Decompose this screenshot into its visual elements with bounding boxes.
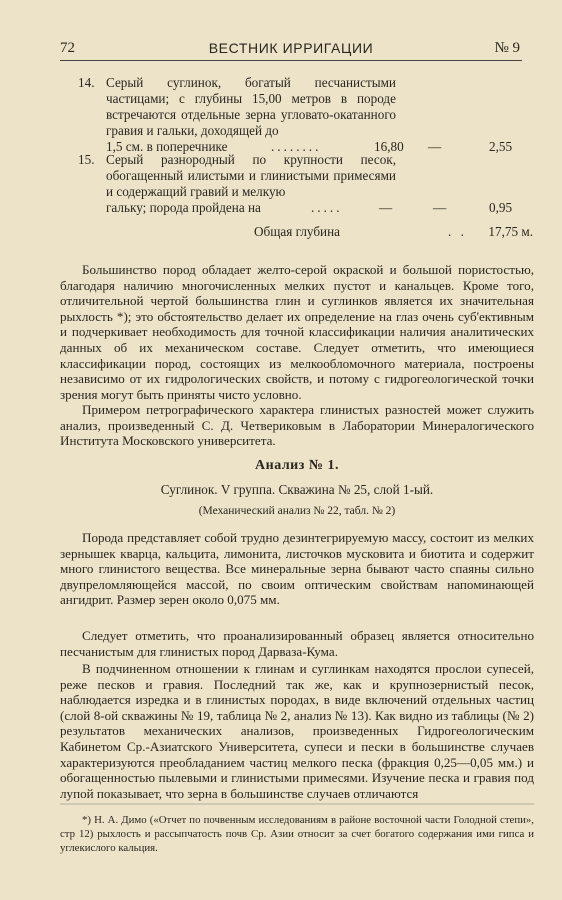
analysis-heading: Анализ № 1.: [255, 458, 339, 473]
page-number: 72: [60, 40, 75, 56]
paragraph-example: Примером петрографического характера глинистых разностей может служить анализ, произведенный С. Д. Четвериковым в Лаборатории Минералогического Института Московского университета.: [60, 402, 534, 449]
leader-dots: .....: [311, 200, 343, 215]
item-last-line-text: гальку; порода пройдена на: [106, 200, 261, 215]
item-text: Серый суглинок, богатый песчанистыми частицами; с глубины 15,00 метров в породе встречаются отдельные зерна угловато-окатанного гравия и гальки, доходящей до: [106, 75, 396, 138]
analysis-note: (Механический анализ № 22, табл. № 2): [198, 505, 396, 517]
item-number: 15.: [78, 152, 95, 167]
paragraph-interlayers: В подчиненном отношении к глинам и суглинкам находятся прослои супесей, реже песков и гравия. Последний так же, как и крупнозернистый песок, наблюдается изредка и в глинистых породах, в виде включений отдельных частиц (слой 8-ой скважины № 19, таблица № 2, анализ № 13). Как видно из таблицы (№ 2) результатов механических анализов, произведенных Гидрогеологическим Кабинетом Ср.-Азиатского Университета, супеси и пески в большинстве случаев характеризуются преобладанием частиц мелкого песка (фракция 0,25—0,05 мм.) и обогащенностью пылевыми и глинистыми примесями. Изучение песка и гравия под лупой показывает, что зерна в большинстве случаев отличаются: [60, 661, 534, 801]
item-last-line-text: 1,5 см. в поперечнике: [106, 139, 228, 154]
item-depth-from: —: [379, 200, 393, 215]
layer-item-14: [78, 75, 533, 155]
item-thickness: 2,55: [489, 139, 513, 154]
paragraph-sandy-sample: Следует отметить, что проанализированный образец является относительно песчанистым для глинистых пород Дарваза-Кума.: [60, 628, 534, 659]
footnote: *) Н. А. Димо («Отчет по почвенным исследованиям в районе восточной части Голодной степи», стр 12) рыхлость и рассыпчатость почв Ср. Азии относит за счет богатого содержания ими гипса и углекислого кальция.: [60, 814, 534, 854]
leader-dots: . .: [448, 224, 467, 239]
item-thickness: 0,95: [489, 200, 513, 215]
item-last-line: [106, 200, 533, 216]
item-text: Серый разнородный по крупности песок, обогащенный илистыми и глинистыми примесями и содержащий гравий и мелкую: [106, 152, 396, 199]
paragraph-rock-description: Порода представляет собой трудно дезинтегрируемую массу, состоит из мелких зернышек кварца, кальцита, лимонита, листочков мусковита и биотита и содержит много глинистого вещества. Все минеральные зерна бывают часто спаяны сильно двупреломляющейся массой, по своим оптическим свойствам напоминающей ангидрит. Размер зерен около 0,075 мм.: [60, 530, 534, 608]
layer-item-15: [78, 152, 533, 216]
item-number: 14.: [78, 75, 95, 90]
leader-dots: ........: [271, 139, 322, 154]
dash-separator: —: [428, 139, 442, 154]
page-header: [60, 38, 522, 61]
issue-number: № 9: [494, 40, 520, 56]
analysis-subtitle: Суглинок. V группа. Скважина № 25, слой 1-ый.: [160, 482, 434, 497]
footnote-separator: [60, 803, 534, 805]
total-label: Общая глубина: [254, 224, 341, 239]
item-depth-from: 16,80: [374, 139, 404, 154]
journal-title: ВЕСТНИК ИРРИГАЦИИ: [208, 40, 374, 56]
total-value: 17,75 м.: [488, 224, 533, 239]
total-depth-row: [78, 224, 533, 242]
dash-separator: —: [433, 200, 447, 215]
paragraph-porosity: Большинство пород обладает желто-серой окраской и большой пористостью, благодаря наличию многочисленных мелких пустот и канальцев. Кроме того, отличительной чертой большинства глин и суглинков является их значительная рыхлость *); это обстоятельство делает их определение на глаз очень суб'ективным и подчеркивает необходимость для точной классификации наличия аналитических данных об их механическом составе. Следует отметить, что имеющиеся классификации пород, состоящих из мелкообломочного материала, построены независимо от их гидрологических свойств, и потому с гидрогеологической точки зрения могут быть приняты чисто условно.: [60, 262, 534, 402]
